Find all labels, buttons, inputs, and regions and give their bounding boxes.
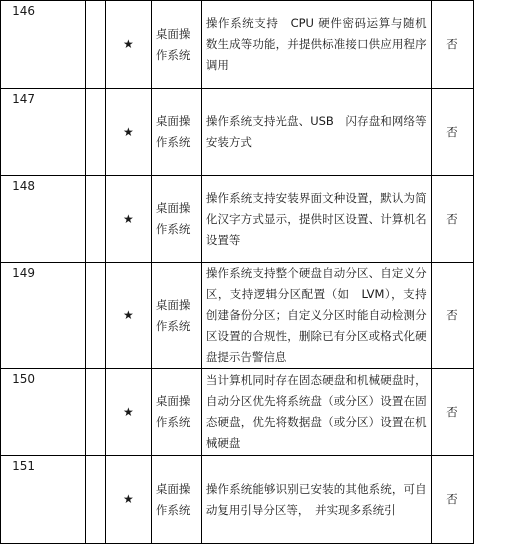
requirement-cell: 操作系统支持整个硬盘自动分区、自定义分区，支持逻辑分区配置（如 LVM），支持创建备份分区；自定义分区时能自动检测分区设置的合规性，删除已有分区或格式化硬盘提示告警信息 bbox=[201, 263, 431, 369]
star-icon: ★ bbox=[105, 176, 151, 263]
requirement-cell: 操作系统支持光盘、USB 闪存盘和网络等安装方式 bbox=[201, 89, 431, 176]
requirement-cell: 当计算机同时存在固态硬盘和机械硬盘时，自动分区优先将系统盘（或分区）设置在固态硬盘，优先将数据盘（或分区）设置在机械硬盘 bbox=[201, 369, 431, 456]
table-row bbox=[1, 456, 522, 544]
requirement-cell: 操作系统能够识别已安装的其他系统，可自动复用引导分区等， 并实现多系统引 bbox=[201, 456, 431, 544]
category-cell: 桌面操作系统 bbox=[155, 394, 191, 429]
result-cell: 否 bbox=[431, 456, 473, 544]
category-cell: 桌面操作系统 bbox=[155, 481, 191, 517]
result-cell: 否 bbox=[431, 176, 473, 263]
category-cell: 桌面操作系统 bbox=[155, 297, 191, 333]
star-icon: ★ bbox=[105, 369, 151, 456]
result-cell: 否 bbox=[431, 263, 473, 369]
row-number: 150 bbox=[1, 369, 86, 456]
table-row bbox=[1, 1, 522, 89]
requirement-cell: 操作系统支持安装界面文种设置，默认为简化汉字方式显示，提供时区设置、计算机名设置等 bbox=[201, 176, 431, 263]
result-cell: 否 bbox=[431, 89, 473, 176]
table-row bbox=[1, 89, 522, 176]
table-row bbox=[1, 263, 522, 369]
star-icon: ★ bbox=[105, 456, 151, 544]
star-icon: ★ bbox=[105, 1, 151, 89]
row-number: 147 bbox=[1, 89, 86, 176]
table-row bbox=[1, 176, 522, 263]
result-cell: 否 bbox=[431, 369, 473, 456]
row-number: 148 bbox=[1, 176, 86, 263]
table-row bbox=[1, 369, 522, 456]
star-icon: ★ bbox=[105, 263, 151, 369]
row-number: 151 bbox=[1, 456, 86, 544]
star-icon: ★ bbox=[105, 89, 151, 176]
row-number: 149 bbox=[1, 263, 86, 369]
category-cell: 桌面操作系统 bbox=[155, 201, 191, 236]
result-cell: 否 bbox=[431, 1, 473, 89]
category-cell: 桌面操作系统 bbox=[155, 26, 191, 62]
category-cell: 桌面操作系统 bbox=[155, 114, 191, 149]
row-number: 146 bbox=[1, 1, 86, 89]
requirement-cell: 操作系统支持 CPU 硬件密码运算与随机数生成等功能，并提供标准接口供应用程序调用 bbox=[201, 1, 431, 89]
